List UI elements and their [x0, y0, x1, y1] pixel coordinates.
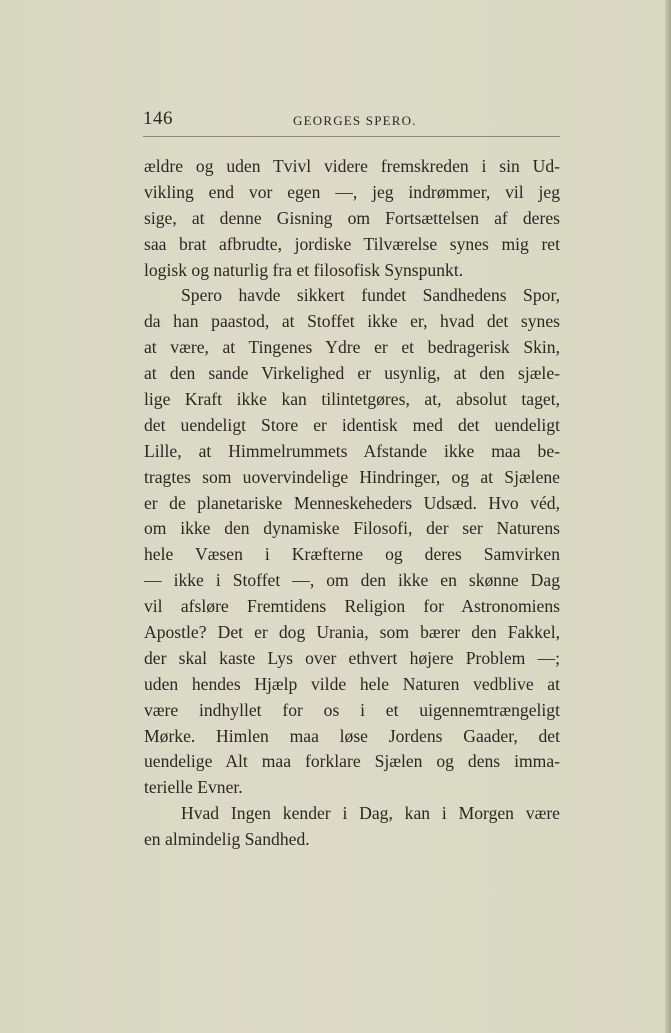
page-edge [665, 0, 671, 1033]
text-line: være indhyllet for os i et uigennemtrængeligt [144, 699, 560, 720]
page-number: 146 [143, 108, 173, 129]
text-line: at den sande Virkelighed er usynlig, at den sjæle- [144, 363, 560, 384]
page-header [143, 108, 563, 134]
text-line: Hvad Ingen kender i Dag, kan i Morgen være [181, 803, 560, 824]
text-line: tragtes som uovervindelige Hindringer, og at Sjælene [144, 466, 560, 487]
text-line: sige, at denne Gisning om Fortsættelsen af deres [144, 207, 560, 228]
running-title: GEORGES SPERO. [293, 113, 417, 128]
text-line: er de planetariske Menneskeheders Udsæd. Hvo véd, [144, 492, 560, 513]
body-text [144, 154, 560, 853]
text-line: vikling end vor egen —, jeg indrømmer, vil jeg [144, 181, 560, 202]
text-line: logisk og naturlig fra et filosofisk Synspunkt. [144, 259, 464, 280]
text-line: — ikke i Stoffet —, om den ikke en skønne Dag [144, 570, 560, 591]
text-line: hele Væsen i Kræfterne og deres Samvirken [144, 544, 560, 565]
text-line: en almindelig Sandhed. [144, 829, 310, 850]
text-line: Spero havde sikkert fundet Sandhedens Spor, [181, 285, 560, 306]
text-line: Apostle? Det er dog Urania, som bærer den Fakkel, [144, 622, 560, 643]
text-line: Mørke. Himlen maa løse Jordens Gaader, det [144, 725, 560, 746]
text-line: det uendeligt Store er identisk med det uendeligt [144, 414, 560, 435]
text-line: vil afsløre Fremtidens Religion for Astronomiens [144, 596, 560, 617]
header-rule [143, 136, 560, 137]
text-line: uendelige Alt maa forklare Sjælen og dens imma- [144, 751, 560, 772]
text-line: Lille, at Himmelrummets Afstande ikke maa be- [144, 440, 560, 461]
text-line: da han paastod, at Stoffet ikke er, hvad det synes [144, 311, 560, 332]
text-line: ældre og uden Tvivl videre fremskreden i sin Ud- [144, 156, 560, 176]
text-line: at være, at Tingenes Ydre er et bedragerisk Skin, [144, 337, 560, 358]
text-line: om ikke den dynamiske Filosofi, der ser Naturens [144, 518, 560, 539]
text-line: lige Kraft ikke kan tilintetgøres, at, absolut taget, [144, 389, 560, 410]
text-line: der skal kaste Lys over ethvert højere Problem —; [144, 647, 560, 668]
text-line: terielle Evner. [144, 777, 243, 798]
text-line: uden hendes Hjælp vilde hele Naturen vedblive at [144, 673, 560, 694]
text-line: saa brat afbrudte, jordiske Tilværelse synes mig ret [144, 233, 560, 254]
